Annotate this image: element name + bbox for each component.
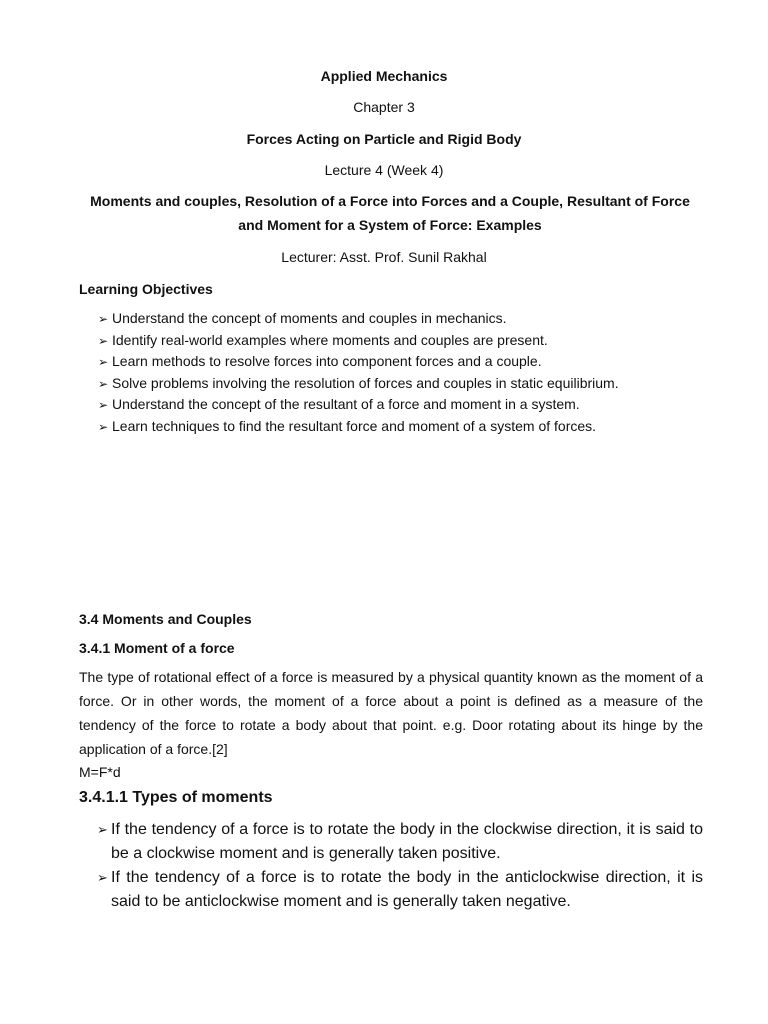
arrow-bullet-icon: ➢ bbox=[98, 333, 109, 348]
lecture-topics-line-2: and Moment for a System of Force: Examples bbox=[238, 217, 542, 233]
objective-item: ➢ Understand the concept of the resultant of a force and moment in a system. bbox=[98, 394, 619, 416]
arrow-bullet-icon: ➢ bbox=[98, 312, 109, 326]
moment-definition-paragraph: The type of rotational effect of a force is measured by a physical quantity known as the moment of a force. Or in other words, the moment of a force about a point is defined as a measure of the tendency of the force to rotate a body about that point. e.g. Door rotating about its hinge by the application of a force.[2] bbox=[79, 669, 703, 757]
lecture-label: Lecture 4 (Week 4) bbox=[324, 162, 444, 178]
arrow-bullet-icon: ➢ bbox=[97, 822, 108, 837]
chapter-label: Chapter 3 bbox=[353, 99, 415, 115]
arrow-bullet-icon: ➢ bbox=[98, 355, 109, 369]
arrow-bullet-icon: ➢ bbox=[98, 398, 109, 412]
type-item: ➢ If the tendency of a force is to rotate the body in the anticlockwise direction, it is said to be anticlockwise moment and is generally taken negative. bbox=[97, 866, 703, 914]
subsection-heading: 3.4.1 Moment of a force bbox=[79, 640, 235, 656]
section-heading: 3.4 Moments and Couples bbox=[79, 611, 252, 627]
lecturer-name: Lecturer: Asst. Prof. Sunil Rakhal bbox=[281, 249, 487, 265]
objective-item: ➢ Solve problems involving the resolution of forces and couples in static equilibrium. bbox=[98, 373, 619, 395]
moment-formula: M=F*d bbox=[79, 764, 121, 780]
objective-item: ➢ Learn methods to resolve forces into component forces and a couple. bbox=[98, 351, 619, 373]
objective-item: ➢ Identify real-world examples where moments and couples are present. bbox=[98, 330, 619, 352]
arrow-bullet-icon: ➢ bbox=[98, 419, 109, 434]
objective-item: ➢ Learn techniques to find the resultant force and moment of a system of forces. bbox=[98, 416, 619, 438]
objective-item: ➢ Understand the concept of moments and couples in mechanics. bbox=[98, 308, 619, 330]
course-title: Applied Mechanics bbox=[320, 68, 448, 84]
types-list bbox=[97, 818, 703, 914]
chapter-title: Forces Acting on Particle and Rigid Body bbox=[246, 131, 522, 147]
objectives-heading: Learning Objectives bbox=[79, 281, 213, 297]
types-heading: 3.4.1.1 Types of moments bbox=[79, 789, 273, 806]
arrow-bullet-icon: ➢ bbox=[97, 870, 108, 885]
lecture-topics-line-1: Moments and couples, Resolution of a Force into Forces and a Couple, Resultant of Force bbox=[90, 193, 690, 209]
type-item: ➢ If the tendency of a force is to rotate the body in the clockwise direction, it is said to be a clockwise moment and is generally taken positive. bbox=[97, 818, 703, 866]
arrow-bullet-icon: ➢ bbox=[98, 376, 109, 391]
objectives-list bbox=[98, 308, 619, 437]
lecture-topics bbox=[80, 189, 700, 237]
